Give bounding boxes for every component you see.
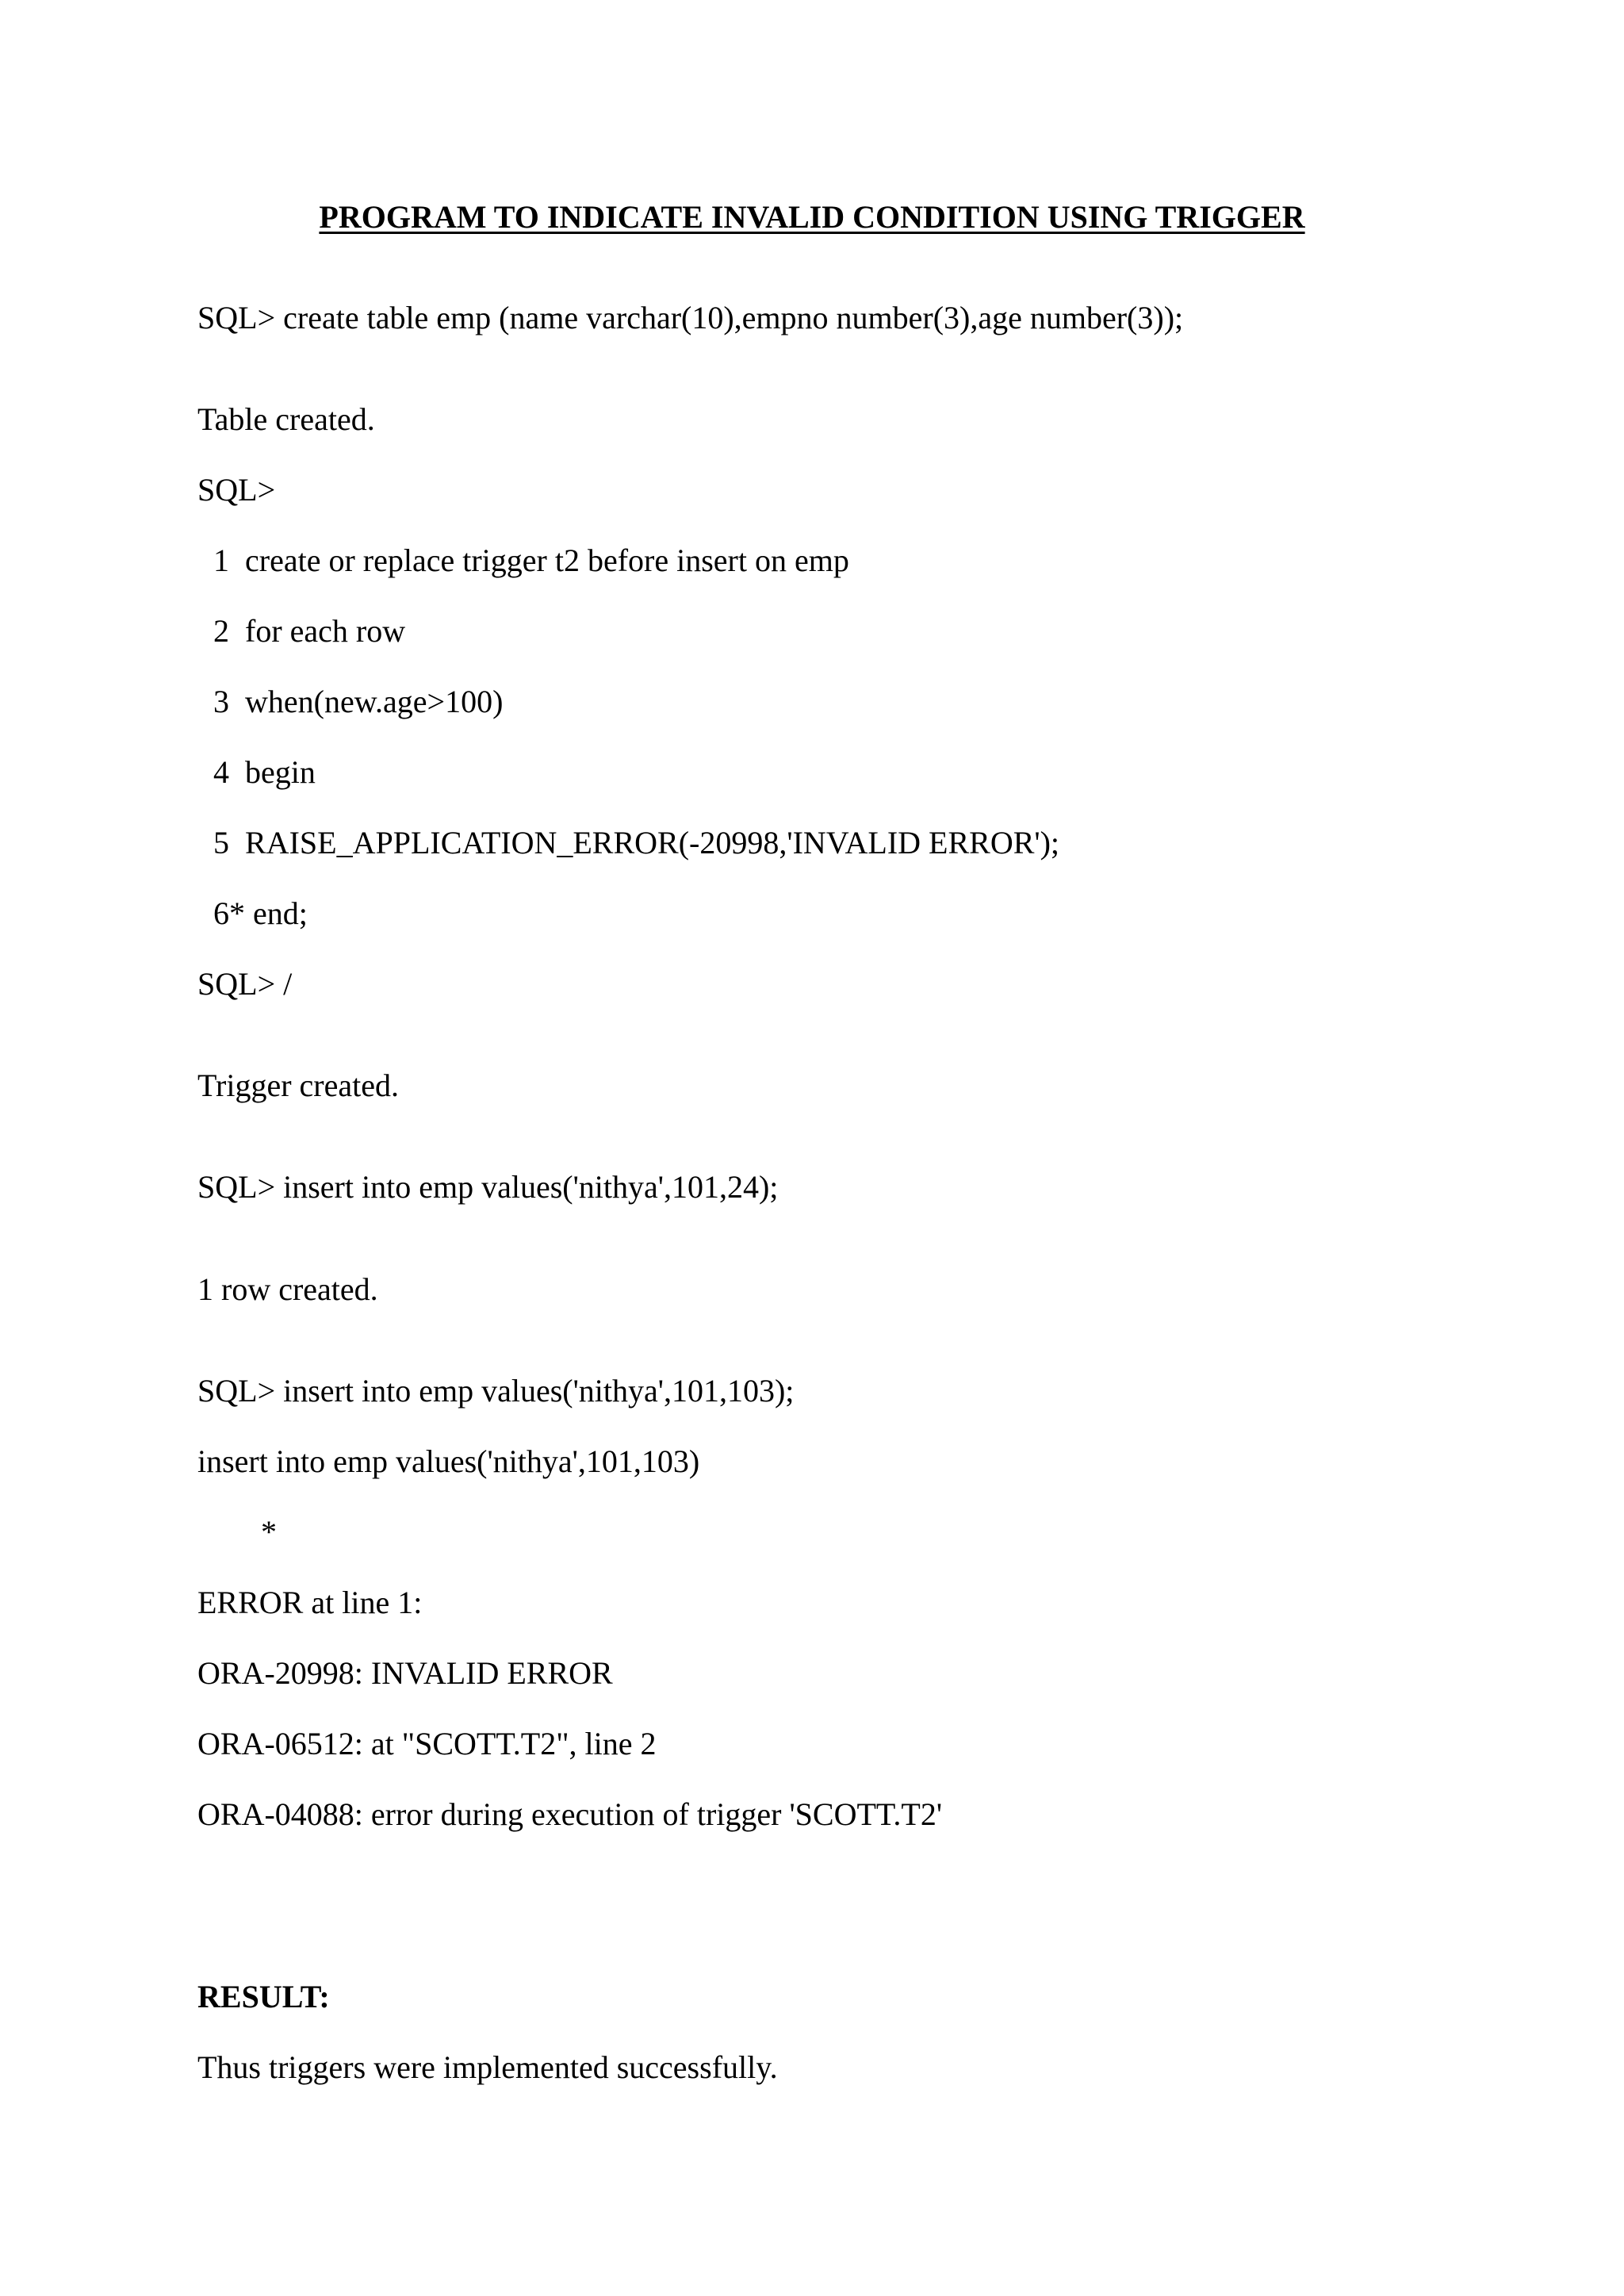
trigger-line-1: 1 create or replace trigger t2 before insert on emp xyxy=(197,542,849,578)
row-created-message: 1 row created. xyxy=(197,1271,378,1307)
sql-prompt: SQL> xyxy=(197,472,276,508)
sql-create-table-command: SQL> create table emp (name varchar(10),empno number(3),age number(3)); xyxy=(197,300,1184,335)
trigger-line-6: 6* end; xyxy=(197,895,308,931)
error-echo-statement: insert into emp values('nithya',101,103) xyxy=(197,1443,700,1479)
ora-06512-error: ORA-06512: at "SCOTT.T2", line 2 xyxy=(197,1726,657,1761)
result-heading: RESULT: xyxy=(197,1979,330,2014)
trigger-line-3: 3 when(new.age>100) xyxy=(197,684,504,719)
table-created-message: Table created. xyxy=(197,401,375,437)
sql-insert-invalid: SQL> insert into emp values('nithya',101,103); xyxy=(197,1373,795,1409)
error-pointer: * xyxy=(197,1514,277,1550)
trigger-created-message: Trigger created. xyxy=(197,1068,399,1103)
page-title: PROGRAM TO INDICATE INVALID CONDITION USING TRIGGER xyxy=(319,199,1305,235)
ora-04088-error: ORA-04088: error during execution of trigger 'SCOTT.T2' xyxy=(197,1796,943,1832)
sql-insert-valid: SQL> insert into emp values('nithya',101,24); xyxy=(197,1169,779,1205)
trigger-line-5: 5 RAISE_APPLICATION_ERROR(-20998,'INVALID ERROR'); xyxy=(197,825,1060,861)
trigger-line-2: 2 for each row xyxy=(197,613,406,649)
error-at-line: ERROR at line 1: xyxy=(197,1585,423,1620)
sql-run-command: SQL> / xyxy=(197,966,293,1002)
result-text: Thus triggers were implemented successfully. xyxy=(197,2049,778,2085)
ora-20998-error: ORA-20998: INVALID ERROR xyxy=(197,1655,613,1691)
trigger-line-4: 4 begin xyxy=(197,754,316,790)
